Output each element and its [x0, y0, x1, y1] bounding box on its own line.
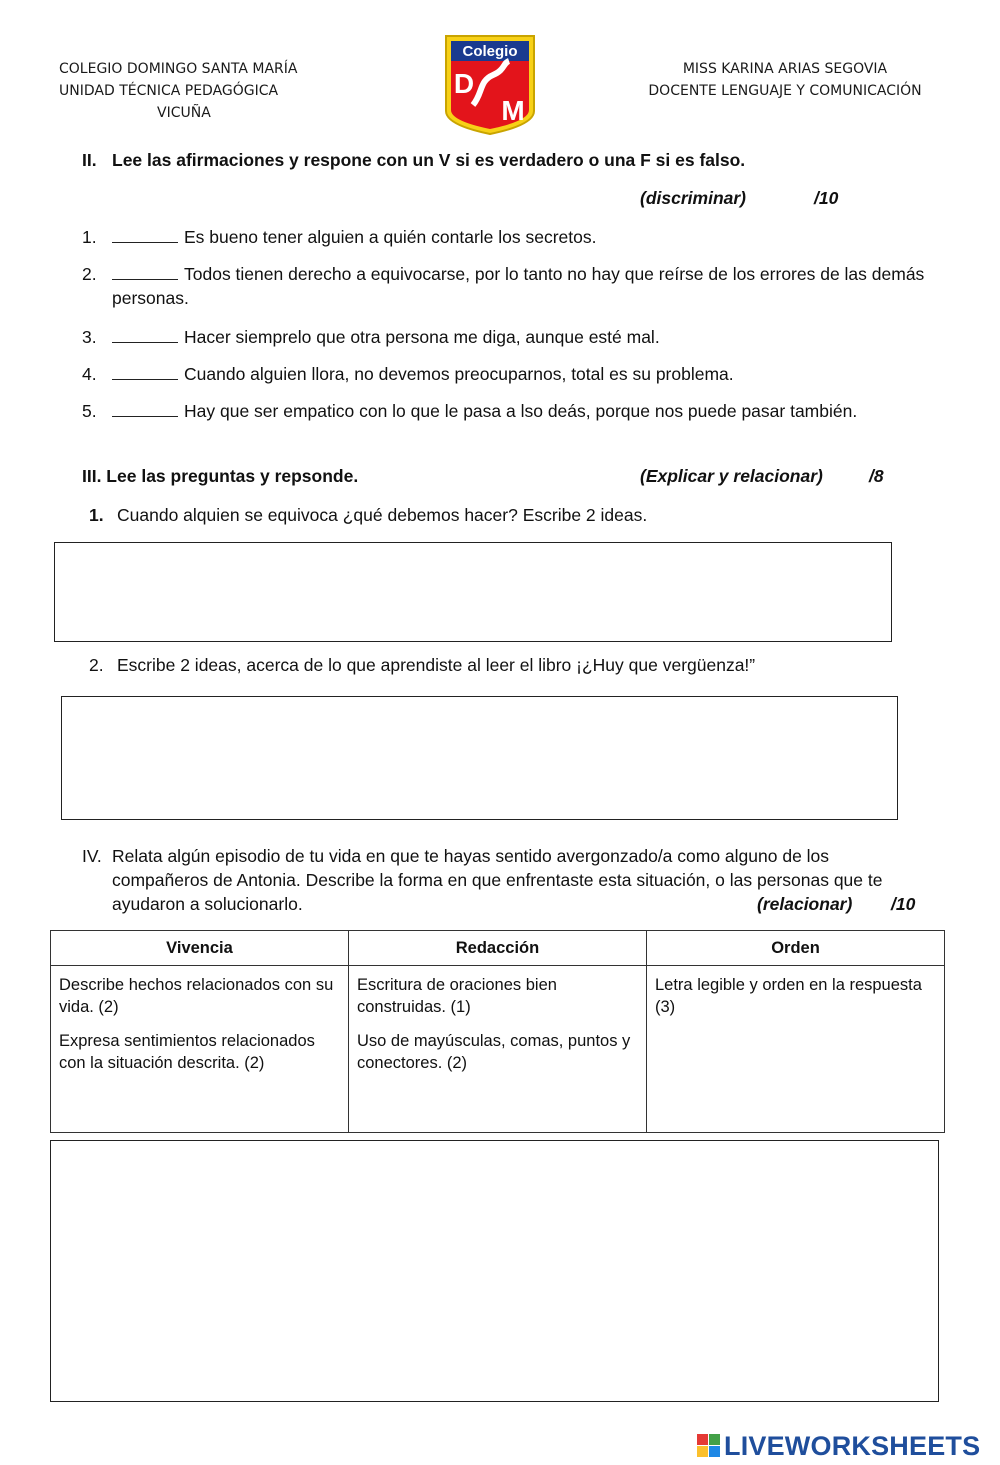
tf-item [112, 225, 932, 249]
rubric-criterion: Escritura de oraciones bien construidas. (1) [357, 976, 557, 1016]
school-unit: UNIDAD TÉCNICA PEDAGÓGICA [59, 83, 279, 99]
question-1-text: Cuando alquien se equivoca ¿qué debemos hacer? Escribe 2 ideas. [117, 505, 648, 525]
school-logo [443, 33, 537, 137]
answer-blank[interactable] [112, 362, 178, 380]
answer-blank[interactable] [112, 225, 178, 243]
rubric-cell-redaccion [349, 966, 647, 1133]
item-number: 1. [82, 227, 97, 247]
school-info [59, 58, 359, 124]
tf-item-text: Hay que ser empatico con lo que le pasa a lso deás, porque nos puede pasar también. [184, 401, 858, 421]
section-2-instruction: Lee las afirmaciones y respone con un V si es verdadero o una F si es falso. [112, 150, 746, 170]
tf-item-text: Hacer siemprelo que otra persona me diga, aunque esté mal. [184, 327, 660, 347]
liveworksheets-logo [697, 1429, 980, 1463]
item-number: 5. [82, 401, 97, 421]
section-3-title: III. Lee las preguntas y repsonde. [82, 466, 359, 486]
answer-blank[interactable] [112, 325, 178, 343]
rubric-cell-orden [647, 966, 945, 1133]
rubric-header-orden: Orden [647, 931, 945, 966]
section-4-text: Relata algún episodio de tu vida en que te hayas sentido avergonzado/a como alguno de los compañeros de Antonia. Describe la forma en que enfrentaste esta situación, o las personas que te ayudaron a solucionarlo. [112, 846, 883, 914]
rubric-criterion: Expresa sentimientos relacionados con la situación descrita. (2) [59, 1032, 315, 1072]
answer-input-3[interactable] [51, 1141, 938, 1401]
section-2-score: /10 [814, 188, 839, 208]
answer-blank[interactable] [112, 262, 178, 280]
logo-letter-d: D [453, 68, 475, 99]
question-2-text: Escribe 2 ideas, acerca de lo que aprendiste al leer el libro ¡¿Huy que vergüenza!” [117, 655, 756, 675]
school-name: COLEGIO DOMINGO SANTA MARÍA [59, 61, 298, 77]
rubric-criterion: Letra legible y orden en la respuesta (3) [655, 976, 922, 1016]
tf-item [112, 362, 932, 386]
section-4-skill: (relacionar) [757, 894, 853, 914]
tf-item-text: Es bueno tener alguien a quién contarle los secretos. [184, 227, 597, 247]
tf-item-text: Cuando alguien llora, no devemos preocuparnos, total es su problema. [184, 364, 734, 384]
answer-input-1[interactable] [55, 543, 891, 641]
section-2-number: II. [82, 150, 97, 170]
logo-letter-m: M [501, 95, 525, 126]
question-2-number: 2. [89, 655, 104, 675]
school-city: VICUÑA [157, 105, 211, 121]
liveworksheets-brand: LIVEWORKSHEETS [724, 1430, 981, 1461]
teacher-info [620, 58, 950, 102]
tf-item [112, 399, 872, 423]
rubric-header-vivencia: Vivencia [51, 931, 349, 966]
section-2-title [82, 148, 942, 172]
section-2-skill: (discriminar) [640, 188, 746, 208]
rubric-table [50, 930, 945, 1133]
answer-input-2[interactable] [62, 697, 897, 819]
item-number: 3. [82, 327, 97, 347]
answer-blank[interactable] [112, 399, 178, 417]
teacher-role: DOCENTE LENGUAJE Y COMUNICACIÓN [648, 83, 922, 99]
section-3-skill: (Explicar y relacionar) [640, 466, 823, 486]
answer-box-1[interactable] [54, 542, 892, 642]
item-number: 2. [82, 264, 97, 284]
tf-item [112, 262, 932, 310]
teacher-name: MISS KARINA ARIAS SEGOVIA [682, 61, 888, 77]
rubric-criterion: Describe hechos relacionados con su vida. (2) [59, 976, 334, 1016]
tf-item [112, 325, 932, 349]
section-3-score: /8 [869, 466, 884, 486]
rubric-cell-vivencia [51, 966, 349, 1133]
section-4-number: IV. [82, 846, 102, 866]
item-number: 4. [82, 364, 97, 384]
answer-box-2[interactable] [61, 696, 898, 820]
tf-item-text: Todos tienen derecho a equivocarse, por lo tanto no hay que reírse de los errores de las demás personas. [112, 264, 925, 308]
question-1-number: 1. [89, 505, 104, 525]
section-4-score: /10 [891, 894, 916, 914]
rubric-header-redaccion: Redacción [349, 931, 647, 966]
liveworksheets-icon [697, 1433, 721, 1459]
rubric-criterion: Uso de mayúsculas, comas, puntos y conectores. (2) [357, 1032, 631, 1072]
logo-top-text: Colegio [462, 43, 518, 60]
answer-box-3[interactable] [50, 1140, 939, 1402]
